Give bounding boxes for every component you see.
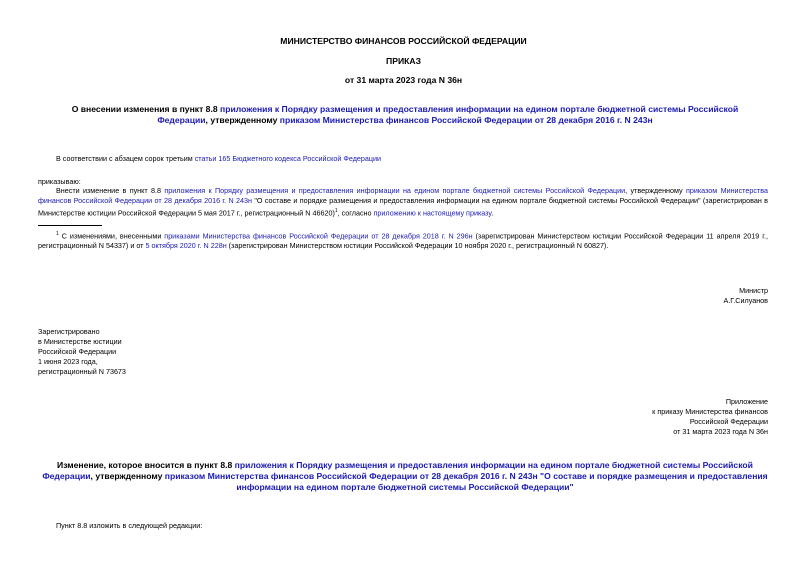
- order-text-3: "О составе и порядке размещения и предоставления информации на едином портале бюджетной системы Российской Федерации" (зарегистрирован в Министерстве юстиции Российской Федерации 5 мая 2017 г., регистрационный N 46620): [38, 196, 768, 218]
- signature-name: А.Г.Силуанов: [723, 296, 768, 305]
- document-type: ПРИКАЗ: [386, 56, 421, 66]
- order-text-2: , утвержденному: [625, 186, 686, 195]
- change-title-text-2: , утвержденному: [90, 471, 165, 481]
- preamble: [56, 154, 756, 164]
- order-text-4: , согласно: [337, 208, 374, 218]
- document-title: [46, 104, 764, 126]
- preamble-text: В соответствии с абзацем сорок третьим: [56, 154, 195, 163]
- change-title-link-appendix[interactable]: приложения к Порядку размещения и предоставления информации на едином портале бюджетной системы Российской Федерации: [42, 460, 753, 481]
- appendix-block: [540, 397, 768, 437]
- footnote-link-orders[interactable]: приказами Министерства финансов Российской Федерации от 28 декабря 2018 г. N 296н: [164, 231, 473, 241]
- order-footnote-mark[interactable]: 1: [334, 208, 338, 214]
- registration-block: [38, 327, 126, 377]
- order-lead: приказываю:: [38, 177, 81, 186]
- title-link-appendix[interactable]: приложения к Порядку размещения и предоставления информации на едином портале бюджетной системы Российской Федерации: [157, 104, 739, 125]
- title-link-order[interactable]: приказом Министерства финансов Российской Федерации от 28 декабря 2016 г. N 243н: [279, 115, 653, 125]
- footnote-divider: [38, 225, 102, 226]
- change-title-text-1: Изменение, которое вносится в пункт 8.8: [57, 460, 235, 470]
- footnote-text-3: (зарегистрирован Министерством юстиции Российской Федерации 10 ноября 2020 г., регистрационный N 60827).: [226, 241, 609, 251]
- title-middle: , утвержденному: [205, 115, 280, 125]
- appendix-line: от 31 марта 2023 года N 36н: [673, 427, 768, 436]
- change-title-link-order[interactable]: приказом Министерства финансов Российской Федерации от 28 декабря 2016 г. N 243н "О составе и порядке размещения и предоставления информации на едином портале бюджетной системы Российской Федерации": [164, 471, 768, 492]
- title-prefix: О внесении изменения в пункт 8.8: [71, 104, 221, 114]
- registration-line: 1 июня 2023 года,: [38, 357, 98, 366]
- footnote-link-228n[interactable]: 5 октября 2020 г. N 228н: [145, 241, 227, 251]
- registration-line: регистрационный N 73673: [38, 367, 126, 376]
- document-date-number: от 31 марта 2023 года N 36н: [344, 75, 463, 85]
- order-paragraph: [38, 186, 768, 218]
- registration-line: Российской Федерации: [38, 347, 117, 356]
- appendix-line: к приказу Министерства финансов: [652, 407, 768, 416]
- ministry-heading: МИНИСТЕРСТВО ФИНАНСОВ РОССИЙСКОЙ ФЕДЕРАЦИИ: [280, 36, 527, 46]
- change-title: [40, 460, 770, 493]
- preamble-link-budget-code[interactable]: статьи 165 Бюджетного кодекса Российской Федерации: [194, 154, 382, 163]
- order-text-5: .: [491, 208, 494, 218]
- footnote-text-1: С изменениями, внесенными: [58, 231, 165, 241]
- footnote: [38, 229, 768, 251]
- order-link-appendix[interactable]: приложения к Порядку размещения и предоставления информации на едином портале бюджетной системы Российской Федерации: [164, 186, 626, 195]
- registration-line: в Министерстве юстиции: [38, 337, 122, 346]
- footnote-number: 1: [56, 231, 59, 237]
- registration-line: Зарегистрировано: [38, 327, 100, 336]
- appendix-line: Приложение: [725, 397, 768, 406]
- order-link-annex[interactable]: приложению к настоящему приказу: [373, 208, 492, 218]
- item-statement: Пункт 8.8 изложить в следующей редакции:: [56, 521, 203, 530]
- order-text-1: Внести изменение в пункт 8.8: [56, 186, 165, 195]
- appendix-line: Российской Федерации: [689, 417, 768, 426]
- footnote-text-2: (зарегистрирован Министерством юстиции Российской Федерации 11 апреля 2019 г., регистрационный N 54337) и от: [38, 231, 768, 251]
- signature-role: Министр: [739, 286, 768, 295]
- order-link-order-243n[interactable]: приказом Министерства финансов Российской Федерации от 28 декабря 2016 г. N 243н: [38, 186, 768, 205]
